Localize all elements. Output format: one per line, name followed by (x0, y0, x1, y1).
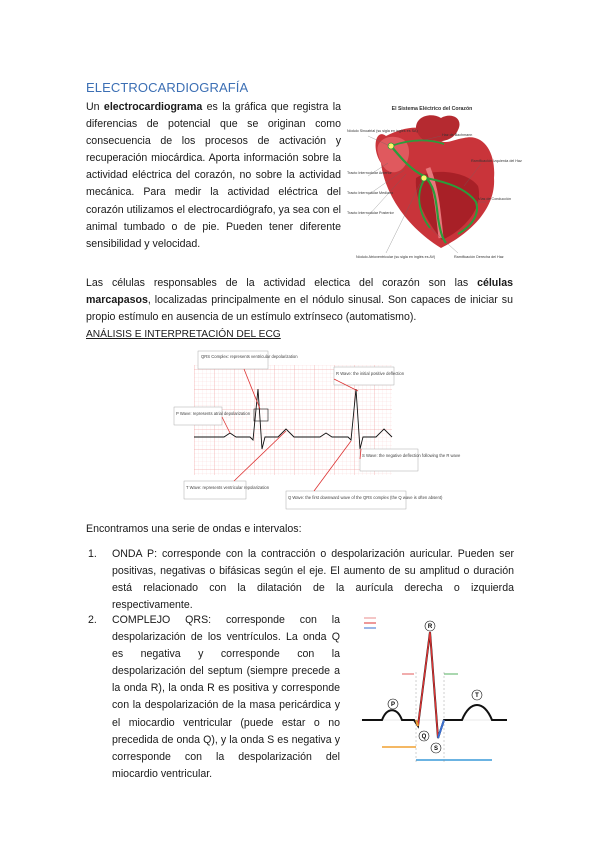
section-subtitle: ANÁLISIS E INTERPRETACIÓN DEL ECG (86, 329, 281, 340)
label-bachmann: Haz de Bachmann (442, 133, 473, 137)
q-label: Q (421, 734, 427, 741)
label-anterior-tract: Tracto Internodular Anterior (347, 171, 392, 175)
cells-rest: , localizadas principalmente en el nódulo sinusal. Son capaces de iniciar su propio estímulo en ausencia de un estímulo extrínseco (automatismo). (86, 294, 513, 324)
s-label: S (433, 746, 439, 753)
label-av-node: Nódulo Atrioventricular (su sigla en inglés es AV) (356, 255, 436, 259)
r-label: R (427, 624, 433, 631)
label-medium-tract: Tracto Internodular Mediano (347, 191, 394, 195)
pqrst-legend (364, 618, 376, 628)
s-wave-blue (438, 720, 444, 738)
cells-lead: Las células responsables de la actividad electica del corazón son las (86, 277, 478, 289)
label-right-branch: Ramificación Derecha del Haz (454, 255, 504, 259)
list-item-text: ONDA P: corresponde con la contracción o despolarización auricular. Pueden ser positivas, negativas o bifásicas según el eje. El aumento de su amplitud o duración está relacionado con la dilatación de la aurícula derecha o izquierda respectivamente. (112, 548, 514, 612)
p-callout: P Wave: represents atrial depolarization (176, 411, 251, 416)
q-callout: Q Wave: the first downward wave of the QRS complex (the Q wave is often absent) (288, 495, 443, 500)
pqrst-figure (352, 612, 512, 772)
intro-rest: es la gráfica que registra la diferencias de potencial que se originan como consecuencia de los procesos de activación y recuperación miocárdica. Aporta información sobre la actividad eléctrica del corazón, no sobre la actividad mecánica. Para medir la actividad eléctrica del corazón utilizamos el electrocardiógrafo, ya sea con el animal tumbado o de pie. Pueden tener diferente sensibilidad y velocidad. (86, 101, 341, 250)
list-item-text: COMPLEJO QRS: corresponde con la despolarización de los ventrículos. La onda Q es negativa y corresponde con la despolarización del septum (siempre precede a la onda R), la onda R es positiva y corresponde con la despolarización de la masa pericárdica y el miocardio ventricular (puede estar o no precedida de onda Q), y la onda S es negativa y corresponde con la despolarización del miocardio ventricular. (112, 614, 340, 780)
page-title: ELECTROCARDIOGRAFÍA (86, 80, 249, 95)
list-item-number: 2. (88, 614, 97, 626)
r-callout: R Wave: the initial positive deflection (336, 371, 405, 376)
intro-lead: Un (86, 101, 104, 113)
label-pathways: Vías de Conducción (478, 197, 512, 201)
qrs-callout: QRS Complex: represents ventricular depolarization (201, 354, 298, 359)
pacemaker-paragraph (86, 275, 513, 326)
label-left-branch: Ramificación Izquierda del Haz (471, 159, 522, 163)
waves-intro: Encontramos una serie de ondas e intervalos: (86, 523, 302, 535)
list-item (88, 612, 340, 783)
list-item (88, 546, 514, 614)
cells-bold-term: células marcapasos (86, 277, 513, 307)
heart-electrical-system-figure (346, 98, 522, 268)
item-list-2 (88, 612, 340, 783)
label-posterior-tract: Tracto Internodular Posterior (347, 211, 394, 215)
s-callout: S Wave: the negative deflection following the R wave (362, 453, 461, 458)
heart-figure-title: El Sistema Eléctrico del Corazón (391, 106, 473, 112)
t-callout: T Wave: represents ventricular repolarization (186, 485, 270, 490)
intro-paragraph (86, 99, 341, 253)
label-sa-node: Nódulo Sinoatrial (su sigla en inglés es SA) (347, 129, 418, 133)
p-label: P (390, 702, 396, 709)
list-item-number: 1. (88, 548, 97, 560)
t-label: T (475, 693, 479, 700)
sa-node (388, 143, 394, 149)
item-list-1 (88, 546, 514, 614)
aorta-shape (416, 115, 460, 141)
intro-bold-term: electrocardiograma (103, 101, 203, 113)
ecg-annotated-figure (174, 349, 461, 510)
